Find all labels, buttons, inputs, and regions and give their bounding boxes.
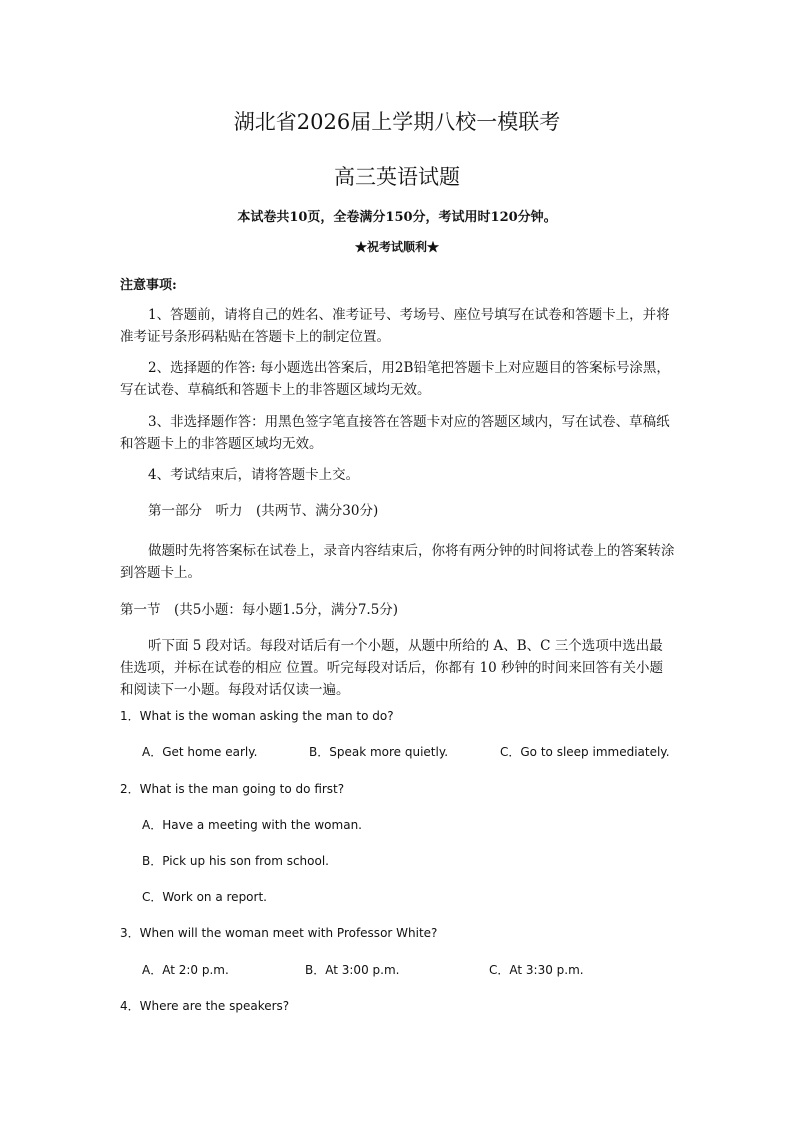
exam-subject: 高三英语试题 <box>334 165 460 189</box>
good-luck-line: ★祝考试顺利★ <box>354 240 439 254</box>
question-1-option-c: C．Go to sleep immediately. <box>500 745 670 759</box>
note-item-3: 3、非选择题作答：用黑色签字笔直接答在答题卡对应的答题区域内，写在试卷、草稿纸和答题卡上的非答题区域均无效。 <box>120 414 670 452</box>
exam-title: 湖北省2026届上学期八校一模联考 <box>233 110 561 134</box>
notes-title: 注意事项: <box>120 278 177 293</box>
question-3-option-a: A．At 2:0 p.m. <box>142 963 229 977</box>
question-1-stem: 1．What is the woman asking the man to do? <box>120 709 394 723</box>
section1-heading: 第一节 (共5小题：每小题1.5分，满分7.5分) <box>120 602 399 618</box>
question-1-option-b: B．Speak more quietly. <box>309 745 449 759</box>
question-2-option-b: B．Pick up his son from school. <box>142 854 329 868</box>
question-2-stem: 2．What is the man going to do first? <box>120 782 345 796</box>
note-item-1: 1、答题前，请将自己的姓名、准考证号、考场号、座位号填写在试卷和答题卡上，并将准考证号条形码粘贴在答题卡上的制定位置。 <box>120 307 670 345</box>
part1-heading: 第一部分 听力 (共两节、满分30分) <box>148 503 379 519</box>
question-3-stem: 3．When will the woman meet with Professor White? <box>120 926 438 940</box>
question-4-stem: 4．Where are the speakers? <box>120 999 290 1013</box>
exam-info: 本试卷共10页，全卷满分150分，考试用时120分钟。 <box>237 210 557 225</box>
question-1-option-a: A．Get home early. <box>142 745 258 759</box>
note-item-2: 2、选择题的作答: 每小题选出答案后，用2B铅笔把答题卡上对应题目的答案标号涂黑，写在试卷、草稿纸和答题卡上的非答题区域均无效。 <box>120 360 670 398</box>
section1-instruction: 听下面 5 段对话。每段对话后有一个小题，从题中所给的 A、B、C 三个选项中选出最佳选项，并标在试卷的相应 位置。听完每段对话后，你都有 10 秒钟的时间来回答有关小题和阅读下一小题。每段对话仅读一遍。 <box>120 638 664 698</box>
question-2-option-a: A．Have a meeting with the woman. <box>142 818 362 832</box>
question-2-option-c: C．Work on a report. <box>142 890 267 904</box>
question-3-option-b: B．At 3:00 p.m. <box>305 963 400 977</box>
question-3-option-c: C．At 3:30 p.m. <box>489 963 584 977</box>
note-item-4: 4、考试结束后，请将答题卡上交。 <box>148 467 360 483</box>
part1-instruction: 做题时先将答案标在试卷上，录音内容结束后，你将有两分钟的时间将试卷上的答案转涂到答题卡上。 <box>120 543 675 581</box>
